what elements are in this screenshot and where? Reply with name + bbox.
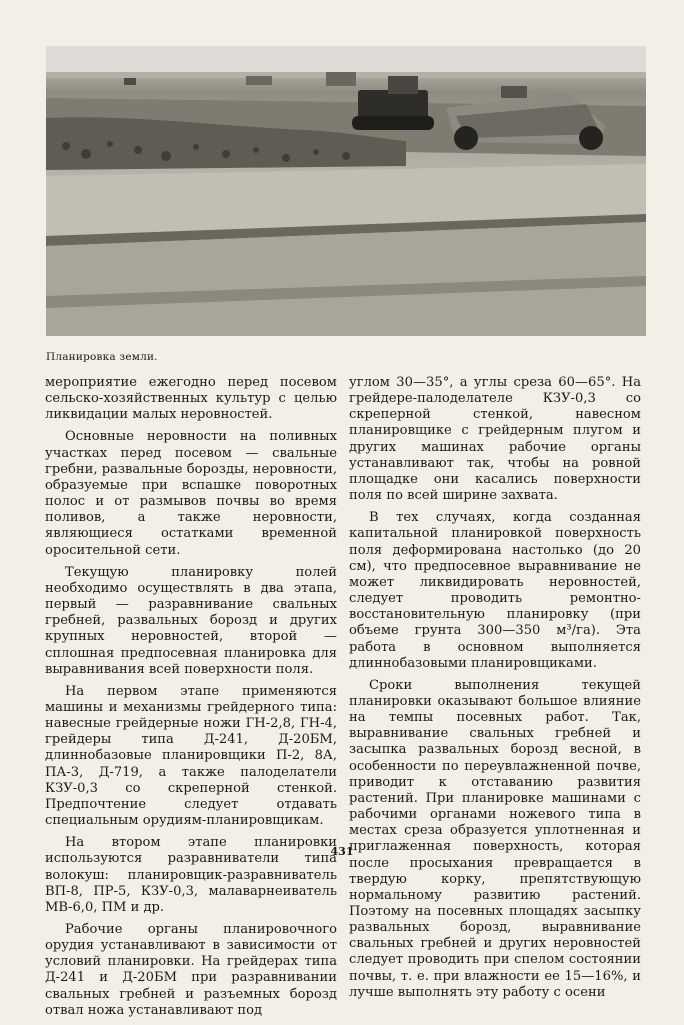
- paragraph: Сроки выполнения текущей планировки оказывают большое влияние на темпы посевных работ. Так, выравнивание свальных гребней и засыпка развальных борозд весной, в особенности по переувлажненной почве, приводит к отставанию развития растений. При планировке машинами с рабочими органами ножевого типа в местах среза образуется уплотненная и приглаженная поверхность, которая после просыхания превращается в твердую корку, препятствующую нормальному развитию растений. Поэтому на посевных площадях засыпку развальных борозд, выравнивание свальных гребней и других неровностей следует проводить при спелом состоянии почвы, т. е. при влажности ее 15—16%, и лучше выполнять эту работу с осени: [349, 677, 641, 1000]
- figure-caption: Планировка земли.: [46, 351, 158, 363]
- right-text-column: [349, 375, 641, 1007]
- paragraph: Основные неровности на поливных участках перед посевом — свальные гребни, развальные борозды, неровности, образуемые при вспашке поворотных полос и от размывов почвы во время поливов, а также неровности, являющиеся остатками временной оросительной сети.: [45, 429, 337, 558]
- paragraph: углом 30—35°, а углы среза 60—65°. На грейдере-палоделателе КЗУ-0,3 со скреперной стенкой, навесном планировщике с грейдерным плугом и других машинах рабочие органы устанавливают так, чтобы на ровной площадке они касались поверхности поля по всей ширине захвата.: [349, 375, 641, 504]
- left-text-column: [45, 375, 337, 1025]
- paragraph: На первом этапе применяются машины и механизмы грейдерного типа: навесные грейдерные ножи ГН-2,8, ГН-4, грейдеры типа Д-241, Д-20БМ, длиннобазовые планировщики П-2, 8А, ПА-3, Д-719, а также палоделатели КЗУ-0,3 со скреперной стенкой. Предпочтение следует отдавать специальным орудиям-планировщикам.: [45, 683, 337, 829]
- page-number: 431: [330, 845, 354, 858]
- paragraph: Рабочие органы планировочного орудия устанавливают в зависимости от условий планировки. На грейдерах типа Д-241 и Д-20БМ при разравнивании свальных гребней и разъемных борозд отвал ножа устанавливают под: [45, 922, 337, 1018]
- paragraph: В тех случаях, когда созданная капитальной планировкой поверхность поля деформирована настолько (до 20 см), что предпосевное выравнивание не может ликвидировать неровностей, следует проводить ремонтно-восстановительную планировку (при объеме грунта 300—350 м³/га). Эта работа в основном выполняется длиннобазовыми планировщиками.: [349, 510, 641, 671]
- field-leveling-photo: [46, 46, 646, 336]
- photo-illustration: [46, 46, 646, 336]
- paragraph: мероприятие ежегодно перед посевом сельско-хозяйственных культур с целью ликвидации малых неровностей.: [45, 375, 337, 423]
- paragraph: На втором этапе планировки используются разравниватели типа волокуш: планировщик-разравниватель ВП-8, ПР-5, КЗУ-0,3, малаварнеиватель МВ-6,0, ПМ и др.: [45, 835, 337, 915]
- paragraph: Текущую планировку полей необходимо осуществлять в два этапа, первый — разравнивание свальных гребней, развальных борозд и других крупных неровностей, второй — сплошная предпосевная планировка для выравнивания всей поверхности поля.: [45, 564, 337, 677]
